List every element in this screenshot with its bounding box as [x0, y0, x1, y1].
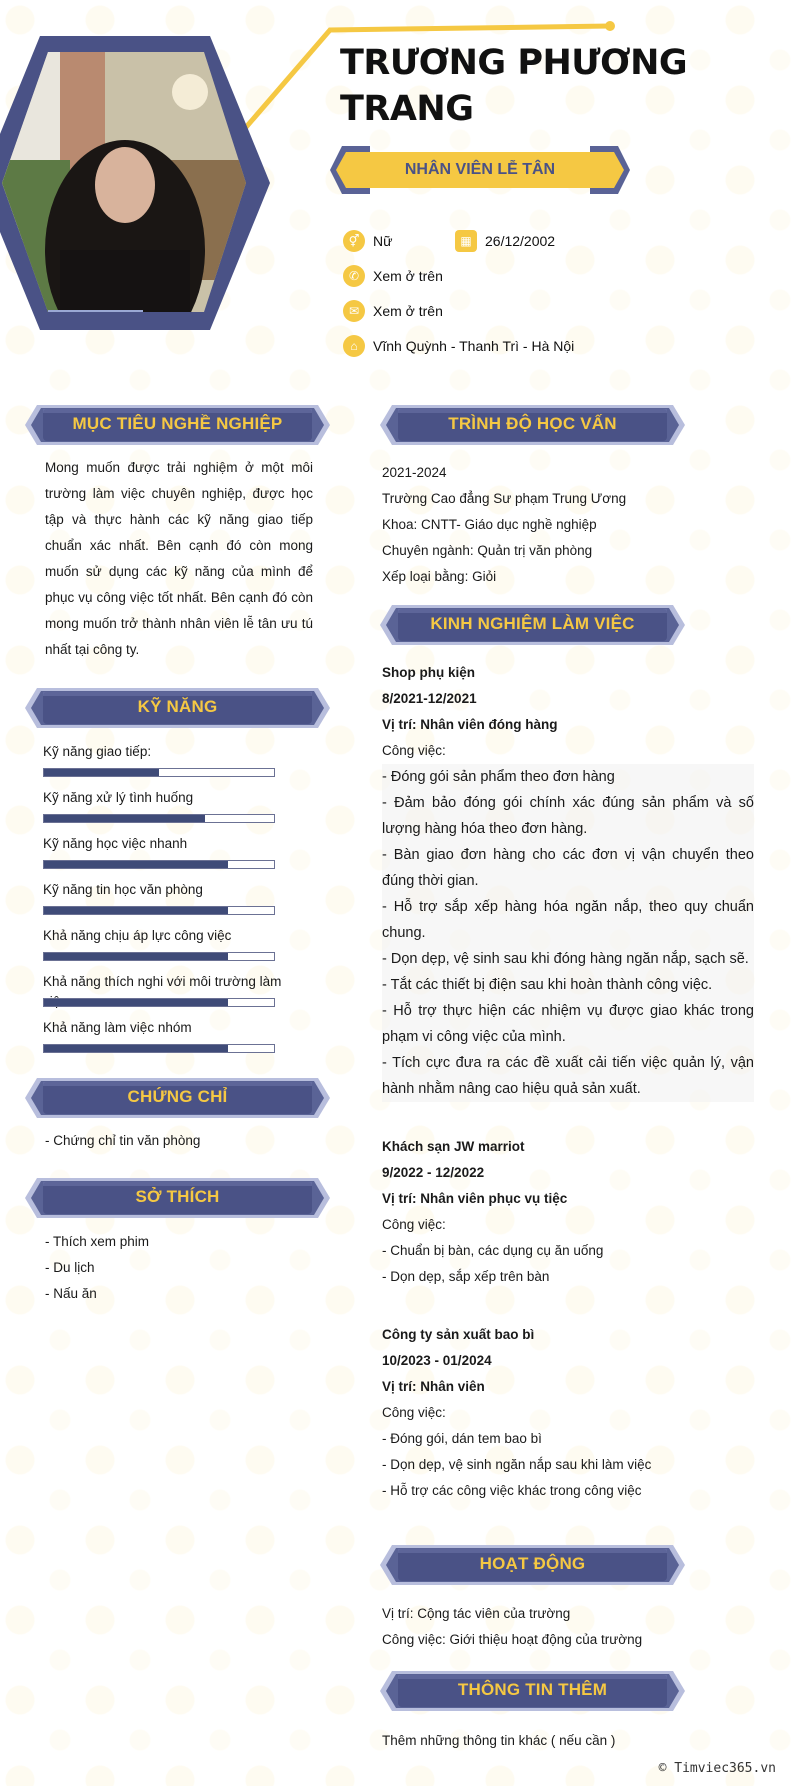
additional-banner [380, 1669, 685, 1713]
hobbies-list [45, 1229, 149, 1307]
education-school: Trường Cao đẳng Sư phạm Trung Ương [382, 491, 627, 506]
job-work-label: Công việc: [382, 1217, 446, 1232]
activities-banner [380, 1543, 685, 1587]
skill-label: Khả năng chịu áp lực công việc [43, 928, 232, 943]
phone-row [343, 265, 443, 287]
education-grade: Xếp loại bằng: Giỏi [382, 569, 497, 584]
job-task: - Hỗ trợ thực hiện các nhiệm vụ được giao khác trong phạm vi công việc của mình. [382, 998, 754, 1050]
experience-job-2 [382, 1134, 754, 1290]
education-details [382, 460, 626, 590]
skill-item [43, 880, 283, 915]
education-title: TRÌNH ĐỘ HỌC VẤN [448, 414, 617, 433]
objective-text: Mong muốn được trải nghiệm ở một môi trường làm việc chuyên nghiệp, được học tập và thực hành các kỹ năng giao tiếp chuẩn xác nhất. Bên cạnh đó còn mong muốn sử dụng các kỹ năng của mình để phục vụ công việc tốt nhất. Bên cạnh đó còn mong muốn trở thành nhân viên lễ tân ưu tú nhất tại công ty. [45, 460, 313, 657]
job-task: - Đóng gói sản phẩm theo đơn hàng [382, 764, 754, 790]
job-company: Khách sạn JW marriot [382, 1139, 525, 1154]
job-title-banner [330, 144, 630, 196]
skill-bar-fill [44, 953, 228, 960]
skill-bar [43, 998, 275, 1007]
job-task: - Hỗ trợ các công việc khác trong công việc [382, 1483, 642, 1498]
job-task: - Đóng gói, dán tem bao bì [382, 1431, 542, 1446]
experience-job-3 [382, 1322, 754, 1504]
hobbies-banner [25, 1176, 330, 1220]
job-task: - Bàn giao đơn hàng cho các đơn vị vận chuyển theo đúng thời gian. [382, 842, 754, 894]
email-row [343, 300, 443, 322]
list-item: - Nấu ăn [45, 1286, 97, 1301]
birthday-value: 26/12/2002 [485, 233, 556, 249]
address-value: Vĩnh Quỳnh - Thanh Trì - Hà Nội [373, 338, 575, 354]
job-position: Vị trí: Nhân viên đóng hàng [382, 717, 558, 732]
email-value: Xem ở trên [373, 303, 443, 319]
skill-bar [43, 768, 275, 777]
skill-item [43, 926, 283, 961]
skill-bar-fill [44, 907, 228, 914]
job-period: 10/2023 - 01/2024 [382, 1353, 492, 1368]
objective-title: MỤC TIÊU NGHỀ NGHIỆP [72, 414, 283, 433]
job-work-label: Công việc: [382, 1405, 446, 1420]
skill-item [43, 834, 283, 869]
job-task: - Hỗ trợ sắp xếp hàng hóa ngăn nắp, theo quy chuẩn chung. [382, 894, 754, 946]
activities-details [382, 1601, 642, 1653]
job-position: Vị trí: Nhân viên [382, 1379, 485, 1394]
additional-title: THÔNG TIN THÊM [457, 1680, 608, 1699]
candidate-name: TRƯƠNG PHƯƠNG TRANG [340, 43, 688, 129]
skill-bar [43, 952, 275, 961]
education-major: Chuyên ngành: Quản trị văn phòng [382, 543, 593, 558]
skill-label: Khả năng làm việc nhóm [43, 1020, 192, 1035]
list-item: - Thích xem phim [45, 1234, 150, 1249]
experience-banner [380, 603, 685, 647]
phone-icon: ✆ [343, 265, 365, 287]
skill-bar-fill [44, 769, 159, 776]
additional-details [382, 1728, 615, 1754]
skill-bar-fill [44, 999, 228, 1006]
job-company: Shop phụ kiện [382, 665, 475, 680]
job-task: - Đảm bảo đóng gói chính xác đúng sản phẩm và số lượng hàng hóa theo đơn hàng. [382, 790, 754, 842]
gender-value: Nữ [373, 233, 393, 249]
job-period: 8/2021-12/2021 [382, 691, 477, 706]
certificates-list [45, 1128, 200, 1154]
hobbies-title: SỞ THÍCH [135, 1187, 220, 1206]
skill-bar [43, 1044, 275, 1053]
skill-item [43, 1018, 283, 1053]
calendar-icon: ▦ [455, 230, 477, 252]
experience-title: KINH NGHIỆM LÀM VIỆC [430, 614, 635, 633]
skills-title: KỸ NĂNG [137, 697, 218, 716]
skill-bar [43, 860, 275, 869]
job-work-label: Công việc: [382, 743, 446, 758]
job-position: Vị trí: Nhân viên phục vụ tiệc [382, 1191, 568, 1206]
skill-item [43, 788, 283, 823]
list-item: - Chứng chỉ tin văn phòng [45, 1133, 201, 1148]
skill-bar-fill [44, 861, 228, 868]
gender-row [343, 230, 392, 252]
skills-banner [25, 686, 330, 730]
education-faculty: Khoa: CNTT- Giáo dục nghề nghiệp [382, 517, 597, 532]
skill-bar-fill [44, 1045, 228, 1052]
phone-value: Xem ở trên [373, 268, 443, 284]
skill-label: Kỹ năng học việc nhanh [43, 836, 188, 851]
job-task: - Dọn dẹp, sắp xếp trên bàn [382, 1269, 550, 1284]
job-task: - Tích cực đưa ra các đề xuất cải tiến việc quản lý, vận hành nhằm nâng cao hiệu quả sản xuất. [382, 1050, 754, 1102]
list-item: - Du lịch [45, 1260, 95, 1275]
certificates-title: CHỨNG CHỈ [127, 1087, 228, 1106]
experience-job-1 [382, 660, 754, 1102]
activity-line: Vị trí: Cộng tác viên của trường [382, 1606, 571, 1621]
education-banner [380, 403, 685, 447]
home-icon: ⌂ [343, 335, 365, 357]
address-row [343, 335, 574, 357]
header-accent-dot [605, 21, 615, 31]
mail-icon: ✉ [343, 300, 365, 322]
objective-banner [25, 403, 330, 447]
skill-item [43, 742, 283, 777]
skill-label: Kỹ năng giao tiếp: [43, 744, 152, 759]
education-period: 2021-2024 [382, 465, 447, 480]
additional-line: Thêm những thông tin khác ( nếu cần ) [382, 1733, 616, 1748]
job-task: - Tắt các thiết bị điện sau khi hoàn thành công việc. [382, 972, 754, 998]
job-period: 9/2022 - 12/2022 [382, 1165, 485, 1180]
footer-copyright: © Timviec365.vn [658, 1761, 776, 1776]
birthday-row [455, 230, 555, 252]
gender-icon: ⚥ [343, 230, 365, 252]
job-task: - Chuẩn bị bàn, các dụng cụ ăn uống [382, 1243, 604, 1258]
job-title: NHÂN VIÊN LỄ TÂN [404, 161, 556, 178]
job-task: - Dọn dẹp, vệ sinh ngăn nắp sau khi làm việc [382, 1457, 652, 1472]
skill-label: Kỹ năng xử lý tình huống [43, 790, 194, 805]
certificates-banner [25, 1076, 330, 1120]
skill-item [43, 972, 283, 1007]
activities-title: HOẠT ĐỘNG [479, 1554, 586, 1573]
skill-bar [43, 906, 275, 915]
job-task: - Dọn dẹp, vệ sinh sau khi đóng hàng ngăn nắp, sạch sẽ. [382, 946, 754, 972]
skill-label: Khả năng thích nghi với môi trường làm [43, 974, 282, 989]
job-company: Công ty sản xuất bao bì [382, 1327, 535, 1342]
skill-label: Kỹ năng tin học văn phòng [43, 882, 203, 897]
activity-line: Công việc: Giới thiệu hoạt động của trường [382, 1632, 643, 1647]
skill-bar-fill [44, 815, 205, 822]
skill-bar [43, 814, 275, 823]
